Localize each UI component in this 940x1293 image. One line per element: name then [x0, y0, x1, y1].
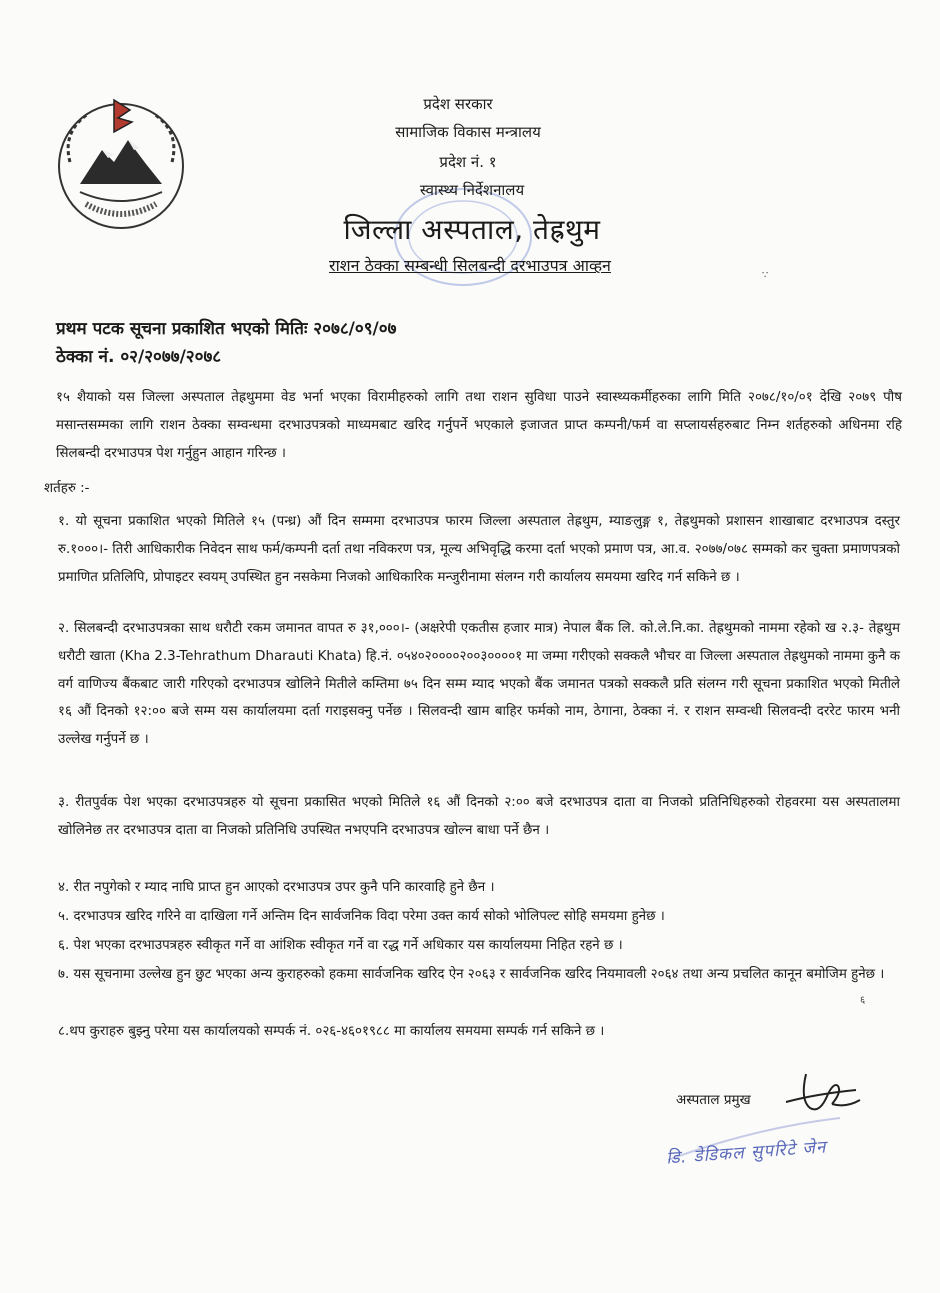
office-name: जिल्ला अस्पताल, तेह्रथुम: [343, 213, 601, 246]
condition-item: ५. दरभाउपत्र खरिद गरिने वा दाखिला गर्ने अन्तिम दिन सार्वजनिक विदा परेमा उक्त कार्य सोको भोलिपल्ट सोहि समयमा हुनेछ ।: [58, 909, 665, 924]
condition-item: ३. रीतपुर्वक पेश भएका दरभाउपत्रहरु यो सूचना प्रकासित भएको मितिले १६ औं दिनको २:०० बजे दरभाउपत्र दाता वा निजको प्रतिनिधिहरुको रोहवरमा यस अस्पतालमा खोलिनेछ तर दरभाउपत्र दाता वा निजको प्रतिनिधि उपस्थित नभएपनि दरभाउपत्र खोल्न बाधा पर्ने छैन ।: [58, 795, 900, 838]
notice-subject: राशन ठेक्का सम्बन्धी सिलबन्दी दरभाउपत्र आव्हन: [329, 256, 611, 275]
conditions-heading: शर्तहरु :-: [44, 481, 90, 496]
intro-paragraph: १५ शैयाको यस जिल्ला अस्पताल तेह्रथुममा वेड भर्ना भएका विरामीहरुको लागि तथा राशन सुविधा पाउने स्वास्थ्यकर्मीहरुका लागि मिति २०७८/१०/०१ देखि २०७९ पौष मसान्तसम्मका लागि राशन ठेक्का सम्वन्धमा दरभाउपत्रको माध्यमबाट खरिद गर्नुपर्ने भएकाले इजाजत प्राप्त कम्पनी/फर्म वा सप्लायर्सहरुबाट निम्न शर्तहरुको अधिनमा रहि सिलबन्दी दरभाउपत्र पेश गर्नुहुन आहान गरिन्छ ।: [56, 390, 902, 461]
stamp-scribble: डि. डेडिकल सुपरिटे जेन: [665, 1137, 828, 1169]
first-published-date: प्रथम पटक सूचना प्रकाशित भएको मितिः २०७८/०९/०७: [56, 319, 397, 339]
condition-item: ८.थप कुराहरु बुझ्नु परेमा यस कार्यालयको सम्पर्क नं. ०२६-४६०१९८८ मा कार्यालय समयमा सम्पर्क गर्न सकिने छ ।: [58, 1024, 605, 1039]
header-directorate: स्वास्थ्य निर्देशनालय: [419, 181, 525, 199]
header-province-government: प्रदेश सरकार: [423, 95, 493, 113]
condition-item: ७. यस सूचनामा उल्लेख हुन छुट भएका अन्य कुराहरुको हकमा सार्वजनिक खरिद ऐन २०६३ र सार्वजनिक खरिद नियमावली २०६४ तथा अन्य प्रचलित कानून बमोजिम हुनेछ ।: [58, 967, 885, 982]
contract-number: ठेक्का नं. ०२/२०७७/२०७८: [56, 347, 222, 367]
condition-item: १. यो सूचना प्रकाशित भएको मितिले १५ (पन्ध्र) औं दिन सम्ममा दरभाउपत्र फारम जिल्ला अस्पताल तेह्रथुम, म्याङलुङ्ग १, तेह्रथुमको प्रशासन शाखाबाट दरभाउपत्र दस्तुर रु.१०००।- तिरी आधिकारीक निवेदन साथ फर्म/कम्पनी दर्ता तथा नविकरण पत्र, मूल्य अभिवृद्धि करमा दर्ता भएको प्रमाण पत्र, आ.व. २०७७/०७८ सम्मको कर चुक्ता प्रमाणपत्रको प्रमाणित प्रतिलिपि, प्रोपाइटर स्वयम् उपस्थित हुन नसकेमा निजको आधिकारिक मन्जुरीनामा संलग्न गरी कार्यालय समयमा खरिद गर्न सकिने छ ।: [58, 514, 900, 585]
condition-item: ४. रीत नपुगेको र म्याद नाघि प्राप्त हुन आएको दरभाउपत्र उपर कुनै पनि कारवाहि हुने छैन ।: [58, 880, 495, 895]
condition-item: २. सिलबन्दी दरभाउपत्रका साथ धरौटी रकम जमानत वापत रु ३१,०००।- (अक्षरेपी एकतीस हजार मात्र) नेपाल बैंक लि. को.ले.नि.का. तेह्रथुमको नाममा रहेको ख २.३- तेह्रथुम धरौटी खाता (Kha 2.3-Tehrathum Dharauti Khata) हि.नं. ०५४०२००००२००३००००१ मा जम्मा गरीएको सक्कलै भौचर वा जिल्ला अस्पताल तेह्रथुमको नाममा कुनै क वर्ग वाणिज्य बैंकबाट जारी गरिएको दरभाउपत्र खोलिने मितीले कम्तिमा ७५ दिन सम्म म्याद भएको बैंक जमानत पत्रको सक्कलै प्रति संलग्न गरी सूचना प्रकाशित भएको मितीले १६ औं दिनको १२:०० बजे सम्म यस कार्यालयमा दर्ता गराइसक्नु पर्नेछ । सिलवन्दी खाम बाहिर फर्मको नाम, ठेगाना, ठेक्का नं. र राशन सम्वन्धी सिलवन्दी दररेट फारम भनी उल्लेख गर्नुपर्ने छ ।: [58, 621, 900, 748]
header-ministry: सामाजिक विकास मन्त्रालय: [395, 123, 541, 141]
hospital-chief-label: अस्पताल प्रमुख: [676, 1092, 751, 1108]
header-province-number: प्रदेश नं. १: [439, 153, 497, 171]
margin-mark: ∵: [762, 270, 769, 281]
condition-item: ६. पेश भएका दरभाउपत्रहरु स्वीकृत गर्ने वा आंशिक स्वीकृत गर्ने वा रद्ध गर्ने अधिकार यस कार्यालयमा निहित रहने छ ।: [58, 938, 623, 953]
margin-mark: ६: [860, 995, 866, 1006]
